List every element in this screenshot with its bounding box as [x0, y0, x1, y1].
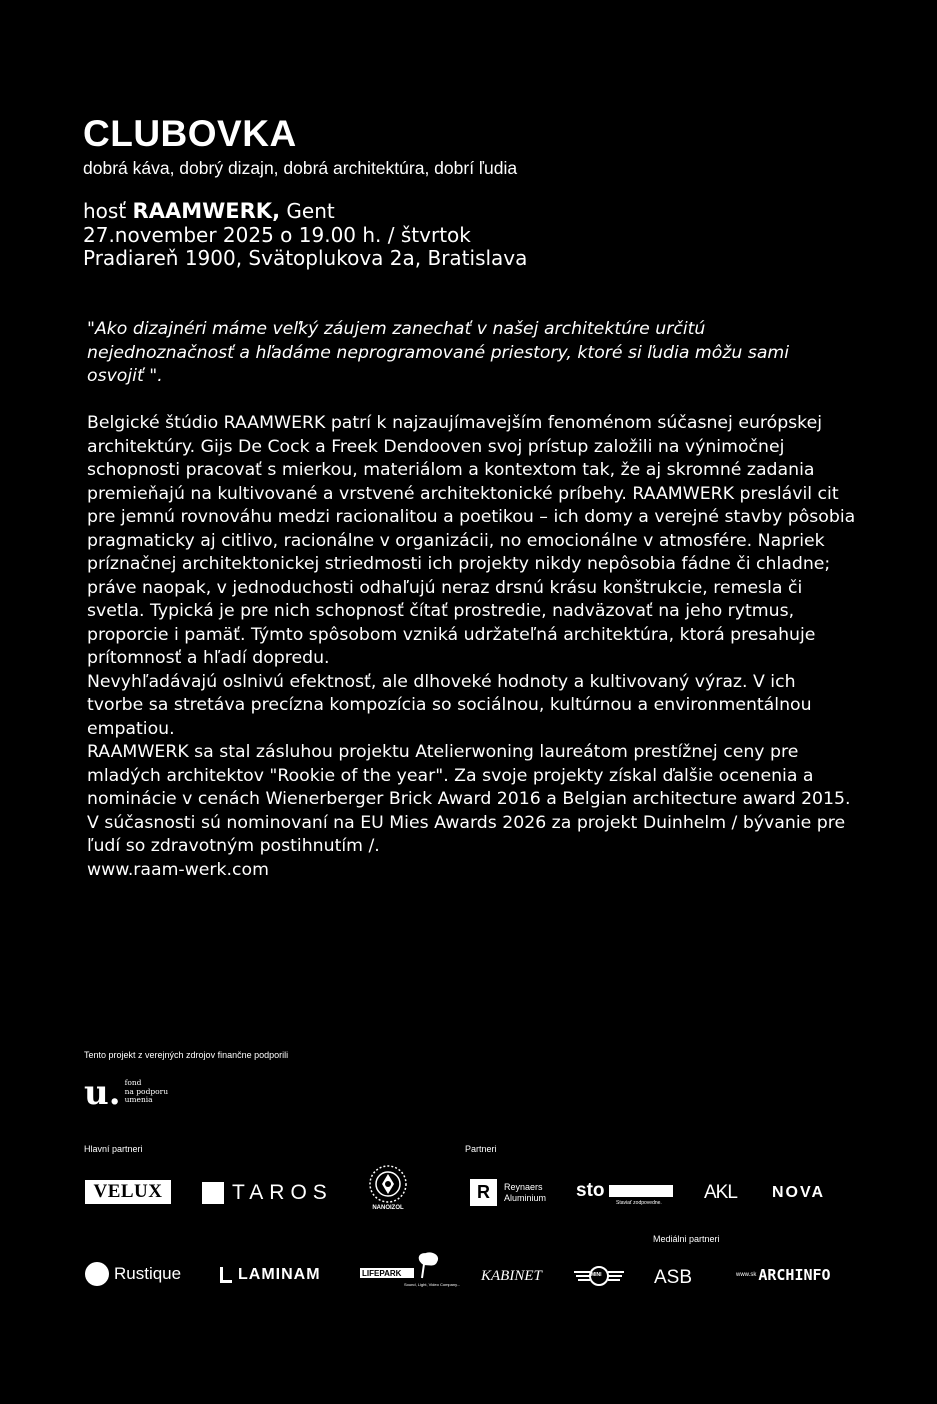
reynaers-logo-text: [504, 1182, 546, 1204]
nova-logo-text: NOVA: [772, 1184, 826, 1201]
guest-city: Gent: [286, 199, 335, 223]
guest-prefix: hosť: [83, 199, 127, 223]
website-link[interactable]: www.raam-werk.com: [87, 859, 269, 880]
rustique-logo-text: Rustique: [114, 1264, 182, 1283]
nanoizol-emblem-icon: [368, 1164, 408, 1204]
page-title: CLUBOVKA: [83, 113, 297, 154]
lifepark-logo-text: LIFEPARK: [362, 1269, 402, 1278]
rustique-swirl-icon: [85, 1262, 109, 1286]
archinfo-prefix: www.sk: [736, 1272, 757, 1278]
asb-logo: [654, 1267, 692, 1289]
event-venue: Pradiareň 1900, Svätoplukova 2a, Bratislava: [83, 246, 528, 270]
laminam-logo-text: LAMINAM: [238, 1266, 321, 1283]
asb-logo-text: ASB: [654, 1267, 693, 1288]
guest-line: [83, 200, 527, 224]
quote: "Ako dizajnéri máme veľký záujem zanechať v našej architektúre určitú nejednoznačnosť a hľadáme neprogramované priestory, ktoré si ľudia môžu sami osvojiť ".: [87, 319, 790, 386]
body-paragraph: RAAMWERK sa stal zásluhou projektu Atelierwoning laureátom prestížnej ceny pre mladých architektov "Rookie of the year". Za svoje projekty získal ďalšie ocenenia a nominácie v cenách Wienerberger Brick Award 2016 a Belgian architecture award 2015. V súčasnosti sú nominovaní na EU Mies Awards 2026 za projekt Duinhelm / bývanie pre ľudí so zdravotným postihnutím /.: [87, 742, 851, 856]
reynaers-logo: [470, 1179, 546, 1206]
archinfo-logo: [736, 1266, 831, 1284]
lifepark-tagline: Sound, Light, Video Company...: [404, 1282, 461, 1287]
event-info: [83, 200, 527, 271]
taros-logo: [202, 1181, 333, 1205]
akl-logo-text: AKL: [704, 1182, 737, 1203]
fund-name: [125, 1079, 169, 1105]
reynaers-r-icon: R: [470, 1179, 497, 1206]
reynaers-name: Reynaers: [504, 1181, 543, 1192]
fund-logo: [84, 1073, 169, 1113]
rustique-logo: [85, 1262, 181, 1286]
archinfo-logo-text: ARCHINFO: [758, 1266, 831, 1284]
taros-logo-text: TAROS: [232, 1181, 333, 1204]
sto-logo: [576, 1181, 673, 1201]
velux-logo: [85, 1180, 171, 1204]
sto-bar-icon: [609, 1185, 673, 1197]
nova-logo: [772, 1184, 825, 1202]
partners-label: Partneri: [465, 1144, 497, 1154]
media-partners-label: Mediálni partneri: [653, 1234, 720, 1244]
laminam-l-icon: [220, 1267, 232, 1283]
kabinet-logo-text: KABINET: [481, 1268, 542, 1284]
guest-name: RAAMWERK,: [132, 199, 281, 223]
laminam-logo: [220, 1266, 321, 1284]
velux-logo-text: VELUX: [93, 1181, 163, 1202]
funding-note: Tento projekt z verejných zdrojov finančne podporili: [84, 1050, 289, 1060]
akl-logo: [704, 1182, 737, 1204]
reynaers-sub: Aluminium: [504, 1192, 547, 1203]
body-text: [87, 412, 857, 882]
nanoizol-logo-text: NANOIZOL: [372, 1205, 404, 1211]
main-partners-label: Hlavní partneri: [84, 1144, 143, 1154]
fund-mark: u.: [84, 1073, 121, 1113]
nanoizol-logo: [362, 1164, 414, 1211]
page-subtitle: dobrá káva, dobrý dizajn, dobrá architektúra, dobrí ľudia: [83, 158, 518, 178]
taros-square-icon: [202, 1182, 224, 1204]
body-paragraph: Nevyhľadávajú oslnivú efektnosť, ale dlhoveké hodnoty a kultivovaný výraz. V ich tvorbe sa stretáva precízna kompozícia so sociálnou, kultúrnou a environmentálnou empatiou.: [87, 671, 812, 739]
fund-name-line: na podporu: [124, 1086, 169, 1096]
kabinet-logo: [481, 1268, 542, 1285]
fund-name-line: umenia: [124, 1095, 153, 1104]
sto-logo-text: sto: [576, 1180, 605, 1201]
mini-logo-text: MINI: [591, 1272, 602, 1278]
event-datetime: 27.november 2025 o 19.00 h. / štvrtok: [83, 222, 471, 247]
body-paragraph: Belgické štúdio RAAMWERK patrí k najzaujímavejším fenoménom súčasnej európskej architektúry. Gijs De Cock a Freek Dendooven svoj prístup založili na výnimočnej schopnosti pracovať s mierkou, materiálom a kontextom tak, že aj skromné zadania premieňajú na kultivované a vrstvené architektonické príbehy. RAAMWERK preslávil cit pre jemnú rovnováhu medzi racionalitou a poetikou – ich domy a verejné stavby pôsobia pragmaticky aj citlivo, racionálne v organizácii, no emocionálne v atmosfére. Napriek príznačnej architektonickej striedmosti ich projekty nikdy nepôsobia fádne či chladne; práve naopak, v jednoduchosti odhaľujú neraz drsnú krásu konštrukcie, remesla či svetla. Typická je pre nich schopnosť čítať prostredie, nadväzovať na jeho rytmus, proporcie i pamäť. Týmto spôsobom vzniká udržateľná architektúra, ktorá presahuje prítomnosť a hľadí dopredu.: [87, 413, 856, 668]
sto-tagline: Staviať zodpovedne.: [616, 1200, 662, 1206]
fund-name-line: fond: [124, 1078, 142, 1087]
